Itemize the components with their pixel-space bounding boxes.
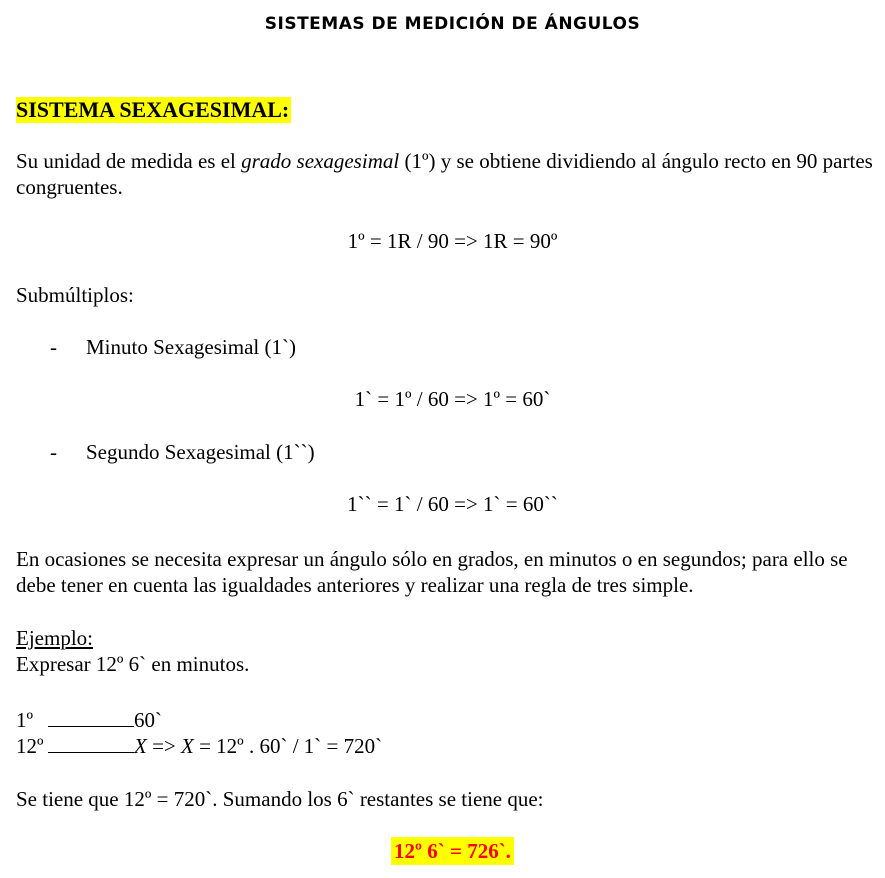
bullet-dash: - <box>50 440 57 464</box>
rule-equation: = 12º . 60` / 1` = 720` <box>193 734 383 758</box>
example-label: Ejemplo: <box>16 626 93 650</box>
result-highlight: 12º 6` = 726`. <box>391 837 514 865</box>
page-title: SISTEMAS DE MEDICIÓN DE ÁNGULOS <box>264 14 641 34</box>
formula-grade: 1º = 1R / 90 => 1R = 90º <box>347 229 558 253</box>
second-item: Segundo Sexagesimal (1``) <box>86 440 315 464</box>
rule-blank-line <box>48 708 134 727</box>
rule-arrow: => <box>146 734 182 758</box>
rule-of-three-row-2 <box>16 734 382 757</box>
section-heading: SISTEMA SEXAGESIMAL: <box>16 97 290 122</box>
formula-minute: 1` = 1º / 60 => 1º = 60` <box>354 387 551 411</box>
example-task: Expresar 12º 6` en minutos. <box>16 652 250 676</box>
intro-text-italic: grado sexagesimal <box>241 149 400 173</box>
intro-text-pre: Su unidad de medida es el <box>16 149 242 173</box>
conclusion-text: Se tiene que 12º = 720`. Sumando los 6` restantes se tiene que: <box>16 787 544 811</box>
rule-row2-left: 12º <box>16 734 44 758</box>
explanation-paragraph: En ocasiones se necesita expresar un ángulo sólo en grados, en minutos o en segundos; para ello se debe tener en cuenta las igualdades anteriores y realizar una regla de tres simple. <box>16 547 848 597</box>
minute-item: Minuto Sexagesimal (1`) <box>86 335 296 359</box>
rule-variable-x: X <box>181 734 194 758</box>
intro-text-post: (1º) y se obtiene dividiendo al ángulo recto en 90 partes congruentes. <box>16 149 873 199</box>
submultiples-label: Submúltiplos: <box>16 283 134 307</box>
rule-row1-left: 1º <box>16 708 34 732</box>
rule-blank-line <box>48 734 134 753</box>
rule-of-three-row-1 <box>16 708 162 731</box>
formula-second: 1`` = 1` / 60 => 1` = 60`` <box>347 492 558 516</box>
rule-variable-x: X <box>134 734 147 758</box>
intro-paragraph <box>16 148 876 200</box>
bullet-dash: - <box>50 335 57 359</box>
result-wrapper <box>0 841 885 862</box>
rule-row1-right: 60` <box>134 708 162 732</box>
